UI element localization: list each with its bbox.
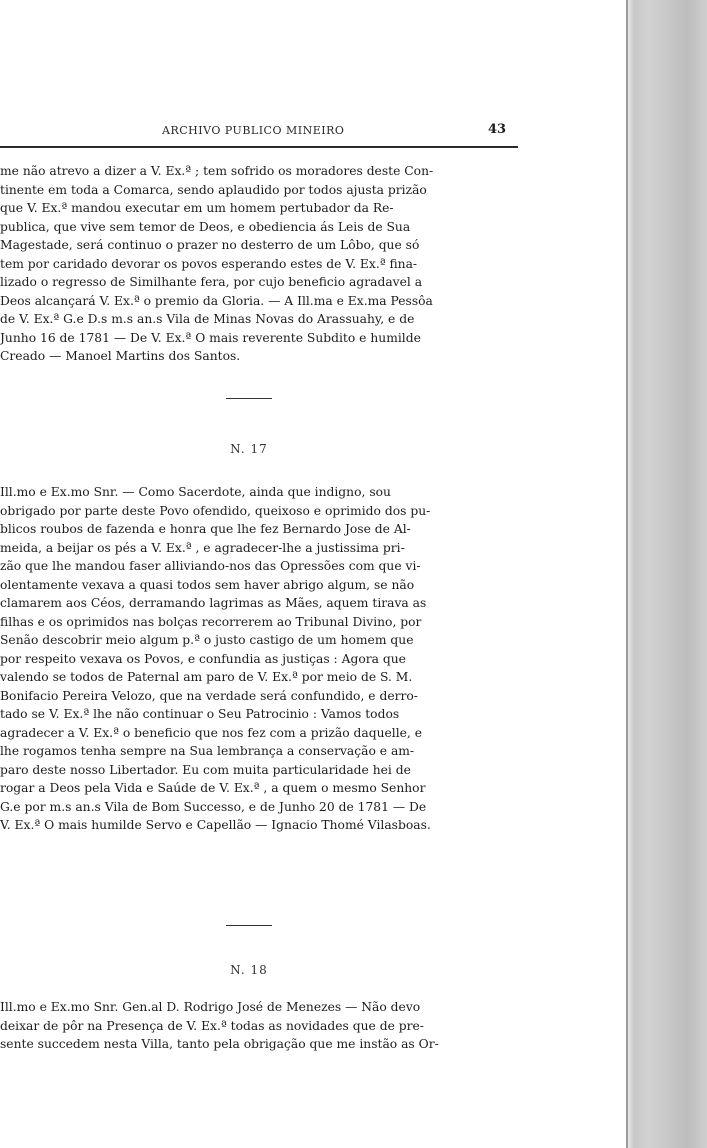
- text-line: paro deste nosso Libertador. Eu com muita particularidade hei de: [0, 762, 411, 777]
- letter-n18-paragraph: [0, 998, 505, 1054]
- text-line: sente succedem nesta Villa, tanto pela obrigação que me instão as Or-: [0, 1037, 439, 1051]
- header-rule: [0, 146, 518, 148]
- text-line: tado se V. Ex.ª lhe não continuar o Seu Patrocinio : Vamos todos: [0, 707, 400, 721]
- text-line: por respeito vexava os Povos, e confundia as justiças : Agora que: [0, 651, 406, 666]
- text-line: Junho 16 de 1781 — De V. Ex.ª O mais reverente Subdito e humilde: [0, 330, 421, 345]
- text-line: V. Ex.ª O mais humilde Servo e Capellão — Ignacio Thomé Vilasboas.: [0, 818, 431, 832]
- text-line: lizado o regresso de Similhante fera, por cujo beneficio agradavel a: [0, 275, 423, 289]
- text-line: filhas e os oprimidos nas bolças recorrerem ao Tribunal Divino, por: [0, 614, 422, 629]
- text-line: Creado — Manoel Martins dos Santos.: [0, 349, 241, 363]
- text-line: G.e por m.s an.s Vila de Bom Successo, e de Junho 20 de 1781 — De: [0, 799, 427, 814]
- text-line: Deos alcançará V. Ex.ª o premio da Gloria. — A Ill.ma e Ex.ma Pessôa: [0, 293, 433, 308]
- text-line: Senão descobrir meio algum p.ª o justo castigo de um homem que: [0, 633, 414, 647]
- text-line: agradecer a V. Ex.ª o beneficio que nos fez com a prizão daquelle, e: [0, 725, 423, 740]
- text-line: rogar a Deos pela Vida e Saúde de V. Ex.ª , a quem o mesmo Senhor: [0, 781, 426, 795]
- text-line: me não atrevo a dizer a V. Ex.ª ; tem sofrido os moradores deste Con-: [0, 164, 434, 178]
- running-title: ARCHIVO PUBLICO MINEIRO: [162, 124, 345, 137]
- text-line: obrigado por parte deste Povo ofendido, queixoso e oprimido dos pu-: [0, 503, 431, 518]
- section-divider: [226, 925, 272, 926]
- text-line: clamarem aos Céos, derramando lagrimas as Mães, aquem tirava as: [0, 596, 427, 610]
- text-line: zão que lhe mandou faser alliviando-nos das Opressões com que vi-: [0, 559, 421, 573]
- text-line: tem por caridado devorar os povos esperando estes de V. Ex.ª fina-: [0, 256, 418, 271]
- letter-continuation-paragraph: [0, 162, 505, 366]
- text-line: meida, a beijar os pés a V. Ex.ª , e agradecer-lhe a justissima pri-: [0, 540, 405, 555]
- page-edge-shadow: [628, 0, 707, 1148]
- text-line: Bonifacio Pereira Velozo, que na verdade será confundido, e derro-: [0, 688, 418, 703]
- text-line: olentamente vexava a quasi todos sem haver abrigo algum, se não: [0, 577, 415, 592]
- document-number-17: N. 17: [230, 442, 268, 456]
- text-line: blicos roubos de fazenda e honra que lhe fez Bernardo Jose de Al-: [0, 522, 411, 536]
- text-line: Ill.mo e Ex.mo Snr. Gen.al D. Rodrigo José de Menezes — Não devo: [0, 1000, 421, 1014]
- text-line: deixar de pôr na Presença de V. Ex.ª todas as novidades que de pre-: [0, 1018, 424, 1033]
- text-line: lhe rogamos tenha sempre na Sua lembrança a conservação e am-: [0, 744, 415, 758]
- text-line: Ill.mo e Ex.mo Snr. — Como Sacerdote, ainda que indigno, sou: [0, 485, 391, 499]
- running-header: [0, 124, 520, 140]
- text-line: publica, que vive sem temor de Deos, e obediencia ás Leis de Sua: [0, 219, 411, 234]
- text-line: tinente em toda a Comarca, sendo aplaudido por todos ajusta prizão: [0, 182, 427, 197]
- section-divider: [226, 398, 272, 399]
- text-line: valendo se todos de Paternal am paro de V. Ex.ª por meio de S. M.: [0, 670, 413, 684]
- text-line: que V. Ex.ª mandou executar em um homem pertubador da Re-: [0, 201, 394, 215]
- text-line: de V. Ex.ª G.e D.s m.s an.s Vila de Minas Novas do Arassuahy, e de: [0, 312, 415, 326]
- letter-n17-paragraph: [0, 483, 505, 835]
- document-number-18: N. 18: [230, 963, 268, 977]
- text-line: Magestade, será continuo o prazer no desterro de um Lôbo, que só: [0, 238, 420, 252]
- page-number: 43: [488, 122, 507, 137]
